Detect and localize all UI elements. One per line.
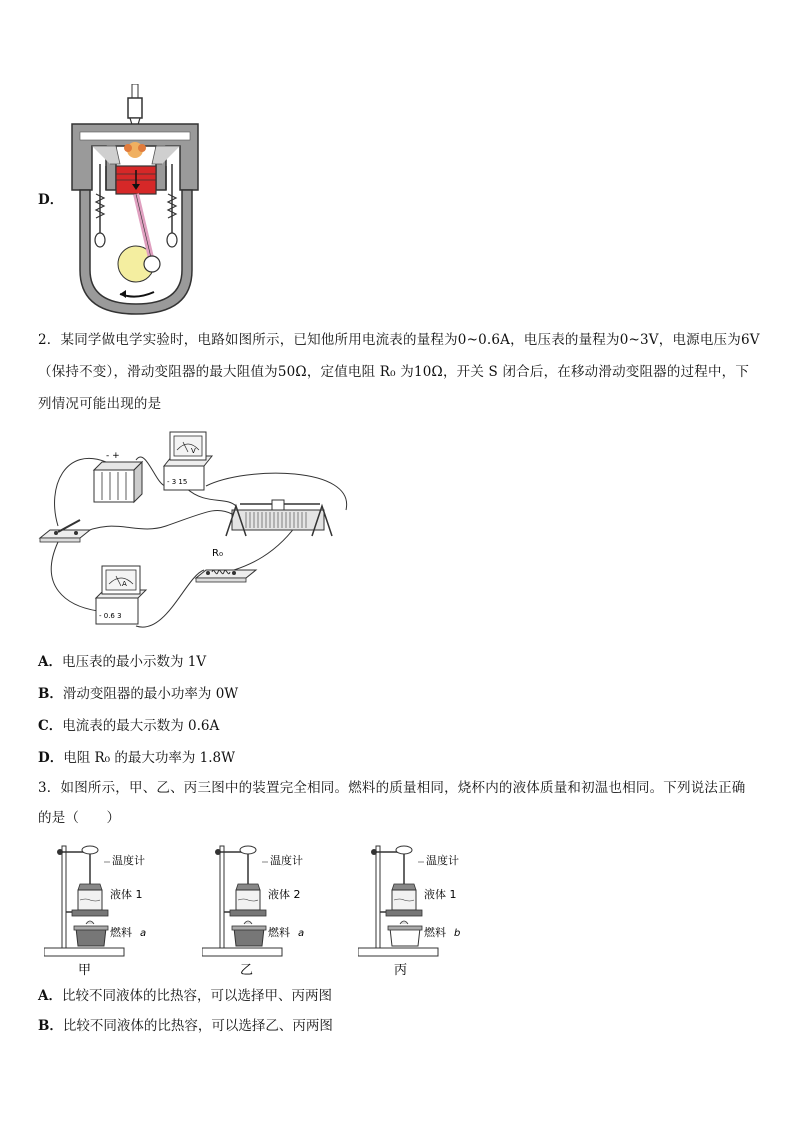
q2-option-a-label: A． (38, 654, 62, 670)
rheostat (226, 500, 332, 536)
q3-option-b-text: 比较不同液体的比热容，可以选择乙、丙两图 (62, 1018, 333, 1034)
battery-signs: - + (106, 451, 120, 461)
q2-option-d-label: D． (38, 750, 64, 766)
q2-stem-line-1: 2．某同学做电学实验时，电路如图所示，已知他所用电流表的量程为0~0.6A，电压表的量程为0~3V，电源电压为6V (38, 332, 760, 348)
fig-yi-fuel-var: a (298, 928, 305, 939)
q2-option-c-text: 电流表的最大示数为 0.6A (62, 718, 220, 734)
fig-bing-caption: 丙 (394, 963, 408, 978)
q2-option-c (38, 716, 219, 736)
ammeter-terminals: - 0.6 3 (99, 612, 122, 620)
fig-bing-liquid-label: 液体 1 (424, 888, 457, 901)
q3-stem-line-2: 的是（ ） (38, 810, 121, 826)
fig-bing-fuel-var: b (454, 928, 461, 939)
fig-jia-liquid-label: 液体 1 (110, 888, 143, 901)
q3-option-a-text: 比较不同液体的比热容，可以选择甲、丙两图 (61, 988, 332, 1004)
q3-option-b (38, 1016, 333, 1036)
circuit-diagram (36, 426, 356, 638)
battery (94, 451, 142, 502)
q2-option-d-text: 电阻 R₀ 的最大功率为 1.8W (63, 750, 236, 766)
fig-jia-fuel-label: 燃料 (110, 926, 132, 939)
apparatus-figure-jia (44, 838, 154, 980)
q2-stem-line-3: 列情况可能出现的是 (38, 396, 162, 412)
q2-option-b (38, 684, 238, 704)
q2-option-b-label: B． (38, 686, 63, 702)
fig-bing-thermometer-label: 温度计 (426, 854, 459, 867)
fig-bing-fuel-label: 燃料 (424, 926, 446, 939)
engine-stroke-diagram (70, 84, 202, 316)
voltmeter (164, 432, 212, 490)
fig-yi-liquid-label: 液体 2 (268, 888, 301, 901)
ammeter (96, 566, 146, 624)
fig-yi-fuel-label: 燃料 (268, 926, 290, 939)
fig-jia-caption: 甲 (78, 963, 92, 978)
q2-stem-line-2: （保持不变），滑动变阻器的最大阻值为50Ω，定值电阻 R₀ 为10Ω，开关 S 闭合后，在移动滑动变阻器的过程中，下 (38, 364, 750, 380)
voltmeter-terminals: - 3 15 (167, 478, 188, 486)
resistor-label: R₀ (212, 548, 223, 559)
q2-option-b-text: 滑动变阻器的最小功率为 0W (62, 686, 239, 702)
q3-option-a-label: A． (38, 988, 62, 1004)
fig-yi-caption: 乙 (240, 963, 254, 978)
fig-jia-fuel-var: a (140, 928, 147, 939)
q3-stem-line-1: 3．如图所示，甲、乙、丙三图中的装置完全相同。燃料的质量相同，烧杯内的液体质量和初温也相同。下列说法正确 (38, 780, 746, 796)
q2-option-d (38, 748, 235, 768)
switch (40, 520, 90, 542)
q2-option-a-text: 电压表的最小示数为 1V (61, 654, 207, 670)
apparatus-figure-bing (358, 838, 468, 980)
q2-option-c-label: C． (38, 718, 63, 734)
fig-yi-thermometer-label: 温度计 (270, 854, 303, 867)
q3-option-a (38, 986, 332, 1006)
ammeter-letter: A (122, 580, 127, 588)
q3-option-b-label: B． (38, 1018, 63, 1034)
apparatus-figure-yi (202, 838, 312, 980)
q2-option-a (38, 652, 206, 672)
q1-option-d-label: D． (38, 192, 64, 208)
voltmeter-letter: V (191, 447, 196, 455)
fig-jia-thermometer-label: 温度计 (112, 854, 145, 867)
